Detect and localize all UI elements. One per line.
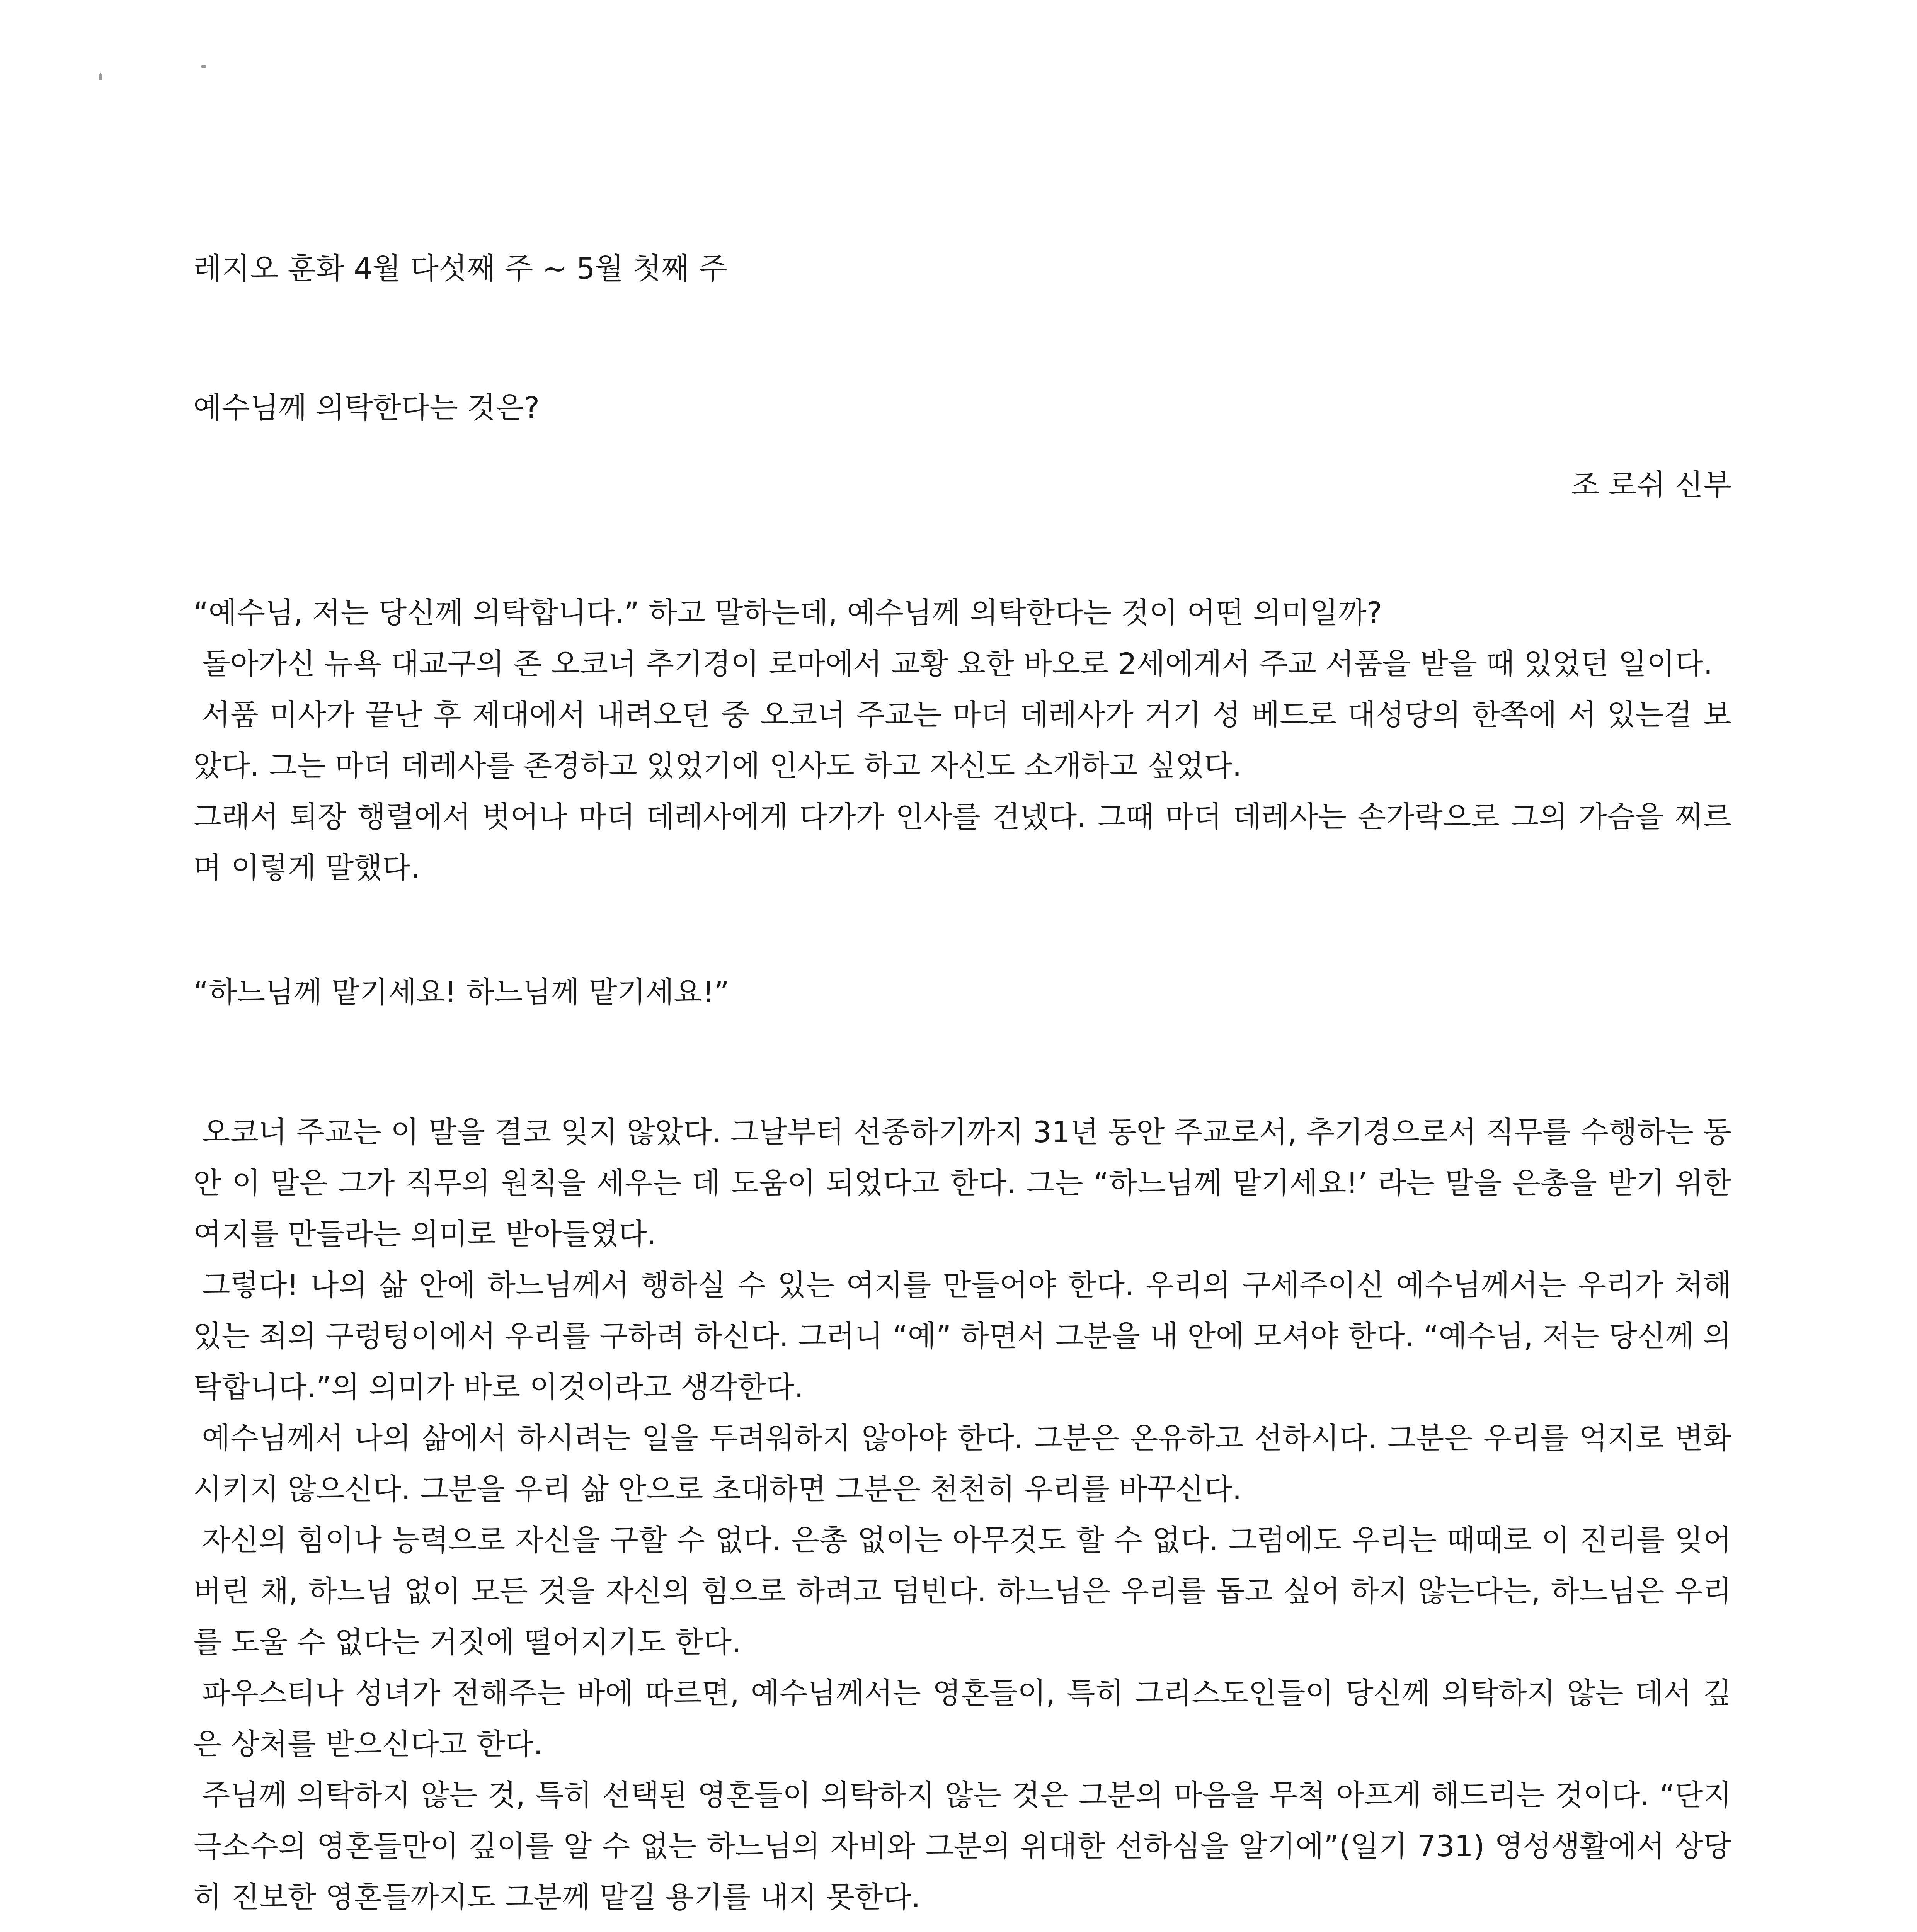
paragraph: 주님께 의탁하지 않는 것, 특히 선택된 영혼들이 의탁하지 않는 것은 그분의 마음을 무척 아프게 해드리는 것이다. “단지 극소수의 영혼들만이 깊이를 알 수 없는 하느님의 자비와 그분의 위대한 선하심을 알기에”(일기 731) 영성생활에서 상당히 진보한 영혼들까지도 그분께 맡길 용기를 내지 못한다. — [193, 1778, 1731, 1914]
scan-speck-1 — [99, 73, 102, 80]
paragraph: 예수님께서 나의 삶에서 하시려는 일을 두려워하지 않아야 한다. 그분은 온유하고 선하시다. 그분은 우리를 억지로 변화시키지 않으신다. 그분을 우리 삶 안으로 초대하면 그분은 천천히 우리를 바꾸신다. — [193, 1421, 1731, 1506]
paragraph: 파우스티나 성녀가 전해주는 바에 따르면, 예수님께서는 영혼들이, 특히 그리스도인들이 당신께 의탁하지 않는 데서 깊은 상처를 받으신다고 한다. — [193, 1676, 1731, 1761]
paragraph: “예수님, 저는 당신께 의탁합니다.” 하고 말하는데, 예수님께 의탁한다는 것이 어떤 의미일까? — [193, 595, 1382, 630]
scan-speck-2 — [201, 65, 206, 68]
article-author: 조 로쉬 신부 — [1571, 468, 1731, 502]
paragraph: 자신의 힘이나 능력으로 자신을 구할 수 없다. 은총 없이는 아무것도 할 수 없다. 그럼에도 우리는 때때로 이 진리를 잊어버린 채, 하느님 없이 모든 것을 자신의 힘으로 하려고 덤빈다. 하느님은 우리를 돕고 싶어 하지 않는다는, 하느님은 우리를 도울 수 없다는 거짓에 떨어지기도 한다. — [193, 1523, 1731, 1659]
bulletin-header: 레지오 훈화 4월 다섯째 주 ~ 5월 첫째 주 — [193, 251, 727, 286]
paragraph: 그래서 퇴장 행렬에서 벗어나 마더 데레사에게 다가가 인사를 건넸다. 그때 마더 데레사는 손가락으로 그의 가슴을 찌르며 이렇게 말했다. — [193, 799, 1731, 885]
quote: “하느님께 맡기세요! 하느님께 맡기세요!” — [193, 975, 729, 1009]
paragraph: 그렇다! 나의 삶 안에 하느님께서 행하실 수 있는 여지를 만들어야 한다. 우리의 구세주이신 예수님께서는 우리가 처해 있는 죄의 구렁텅이에서 우리를 구하려 하신다. 그러니 “예” 하면서 그분을 내 안에 모셔야 한다. “예수님, 저는 당신께 의탁합니다.”의 의미가 바로 이것이라고 생각한다. — [193, 1268, 1731, 1404]
paragraph: 돌아가신 뉴욕 대교구의 존 오코너 추기경이 로마에서 교황 요한 바오로 2세에게서 주교 서품을 받을 때 있었던 일이다. — [202, 646, 1713, 681]
paragraph: 서품 미사가 끝난 후 제대에서 내려오던 중 오코너 주교는 마더 데레사가 거기 성 베드로 대성당의 한쪽에 서 있는걸 보았다. 그는 마더 데레사를 존경하고 있었기에 인사도 하고 자신도 소개하고 싶었다. — [193, 697, 1731, 783]
paragraph: 오코너 주교는 이 말을 결코 잊지 않았다. 그날부터 선종하기까지 31년 동안 주교로서, 추기경으로서 직무를 수행하는 동안 이 말은 그가 직무의 원칙을 세우는 데 도움이 되었다고 한다. 그는 “하느님께 맡기세요!’ 라는 말을 은총을 받기 위한 여지를 만들라는 의미로 받아들였다. — [193, 1115, 1731, 1251]
article-title: 예수님께 의탁한다는 것은? — [193, 390, 540, 425]
document-body — [193, 247, 1731, 1932]
